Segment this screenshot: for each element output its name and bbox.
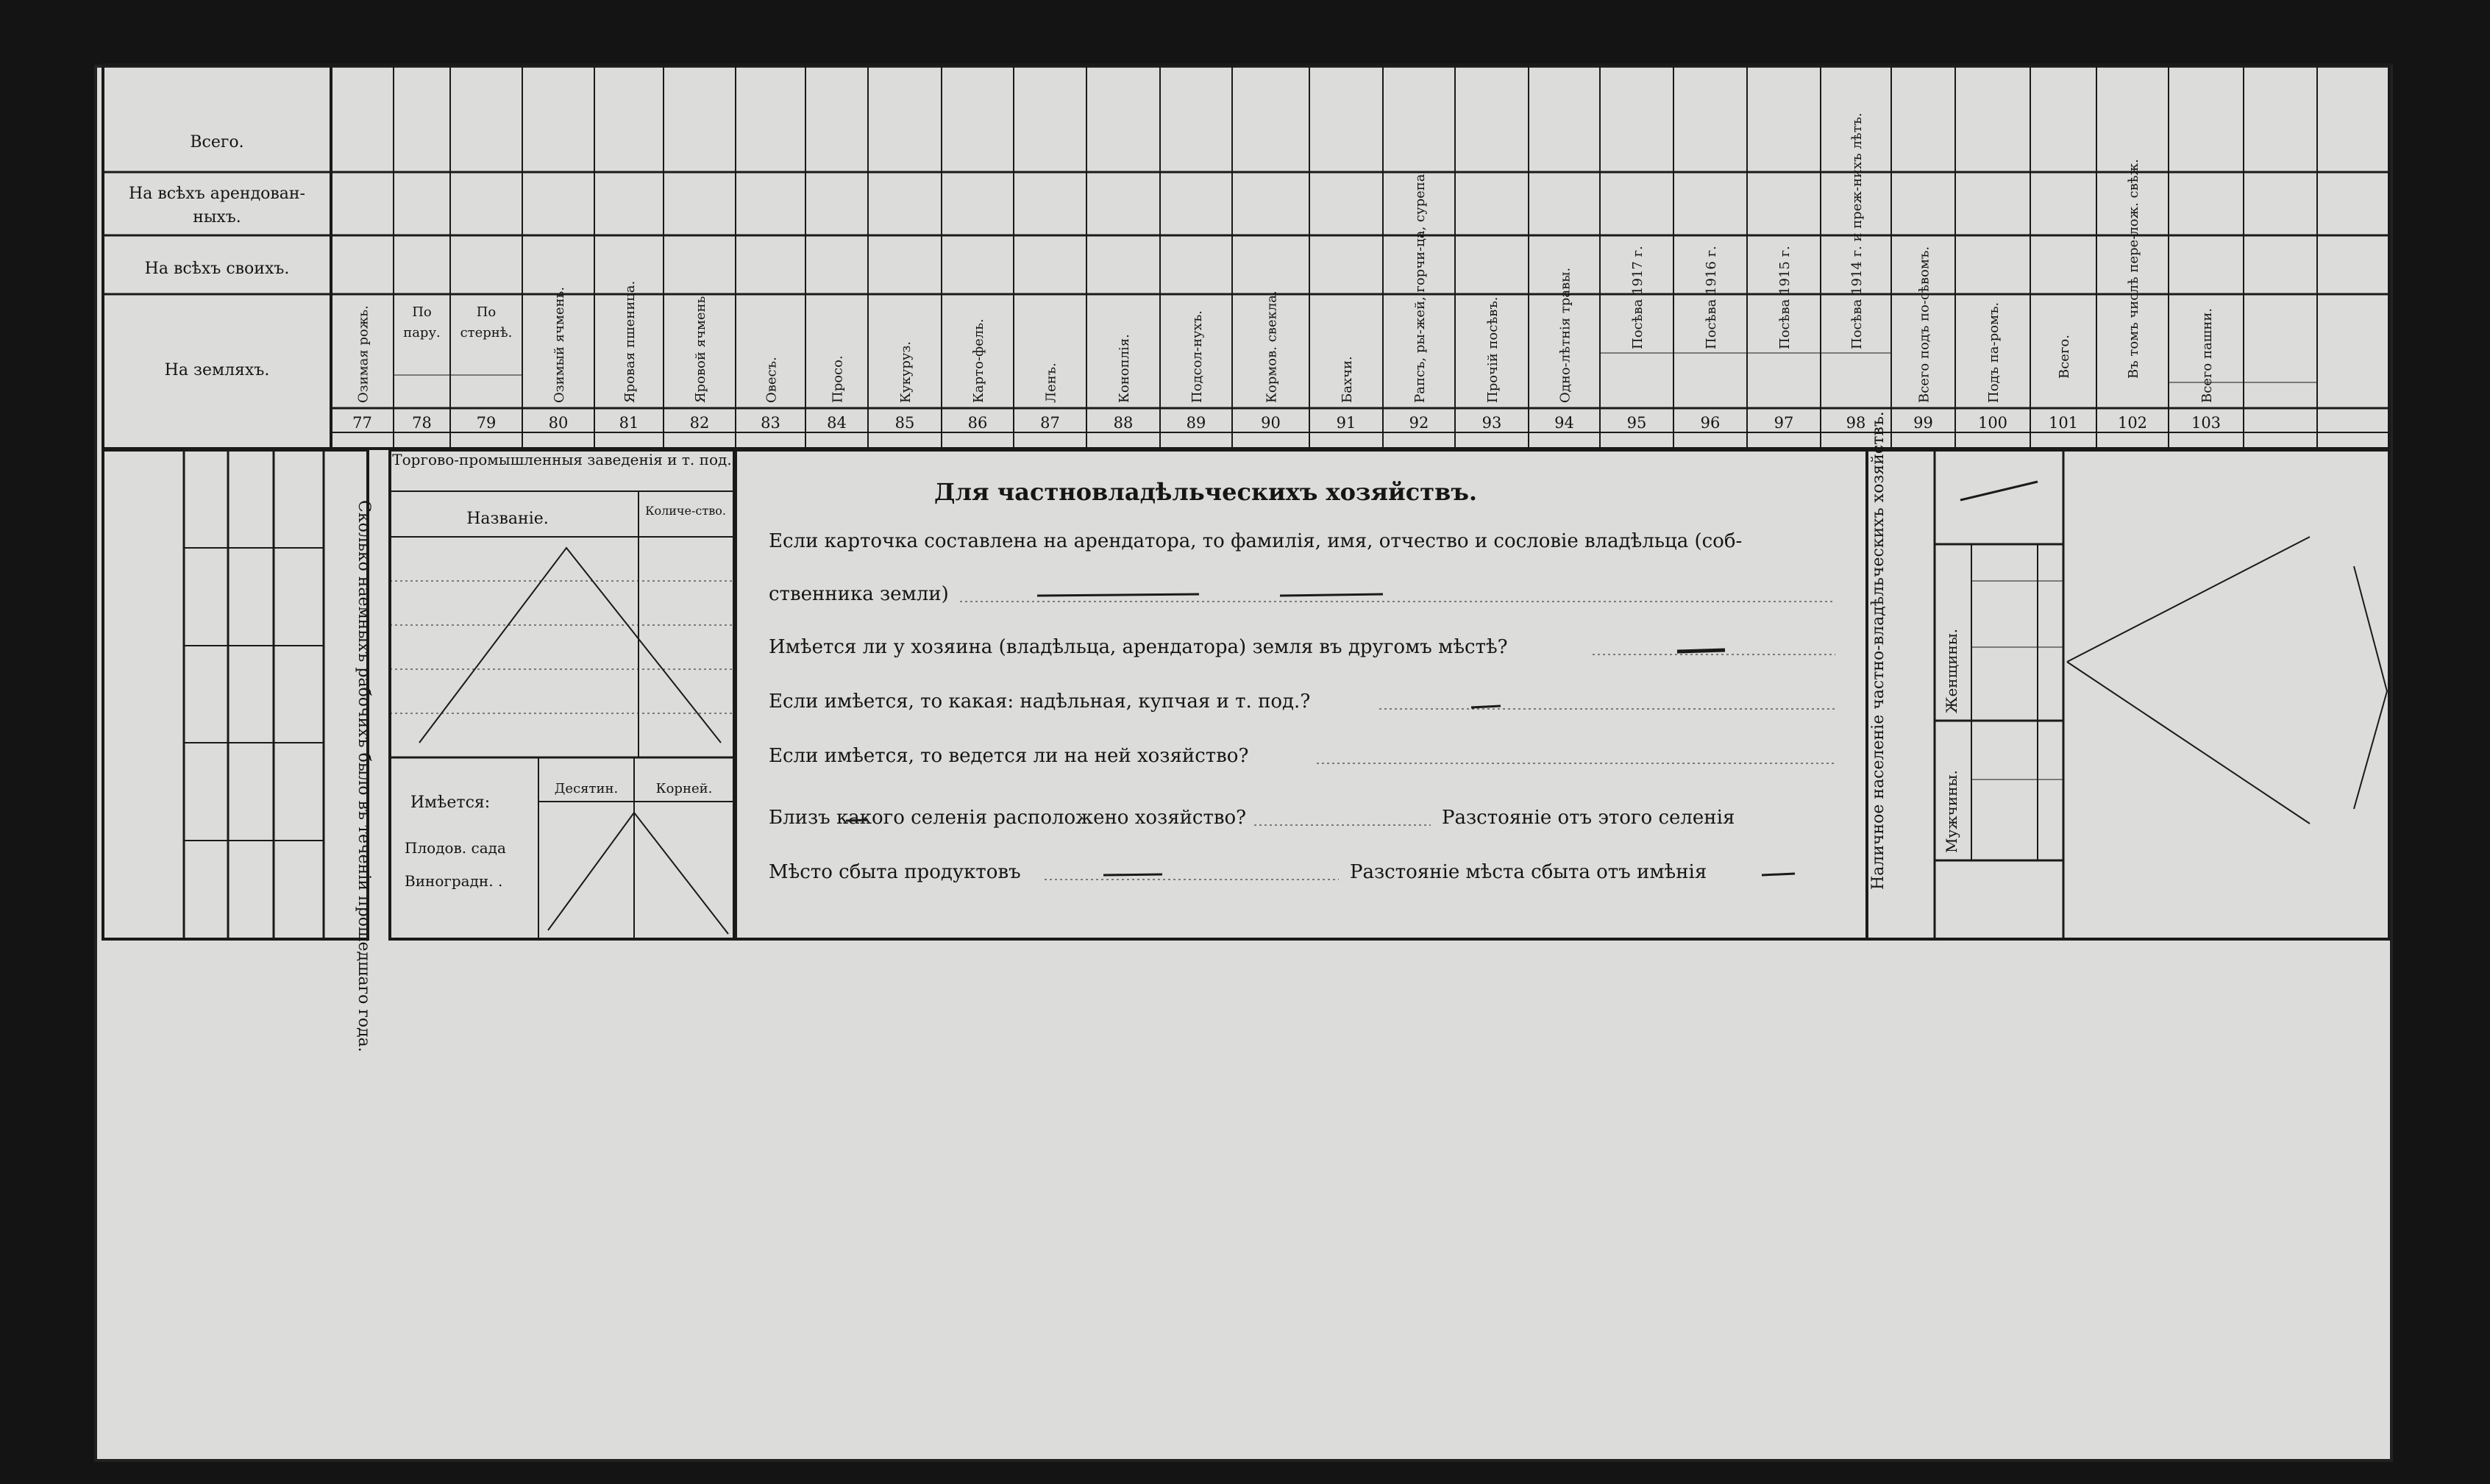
torg-title: Торгово-промышленныя заведенія и т. под. (392, 451, 732, 468)
naemnye-title: Сколько наемныхъ рабочихъ было въ теченіи прошедшаго года. (355, 500, 373, 1052)
q5b: Разстояніе отъ этого селенія (1442, 807, 1735, 829)
col-num-79: 79 (476, 414, 497, 432)
col-num-101: 101 (2048, 414, 2079, 432)
col-num-78: 78 (412, 414, 432, 432)
private-questions (736, 450, 1867, 939)
col-label-82: Яровой ячмень. (693, 291, 708, 403)
col-label-97: Посѣва 1915 г. (1777, 246, 1793, 349)
col-num-99: 99 (1913, 414, 1933, 432)
col-num-95: 95 (1626, 414, 1647, 432)
q1b: ственника земли) (769, 583, 949, 605)
q6b: Разстояніе мѣста сбыта отъ имѣнія (1350, 861, 1707, 883)
col-num-86: 86 (967, 414, 988, 432)
col-label-86: Карто-фель. (971, 318, 986, 403)
row-label-arend-2: ныхъ. (193, 208, 241, 226)
col-num-96: 96 (1700, 414, 1721, 432)
torg-name-header: Названіе. (466, 510, 549, 528)
col-num-98: 98 (1846, 414, 1866, 432)
col-num-92: 92 (1409, 414, 1429, 432)
col-label-93: Прочій посѣвъ. (1485, 296, 1501, 403)
col-label-80: Озимый ячмень. (552, 286, 567, 403)
col-label-85: Кукуруз. (898, 340, 914, 403)
col-num-88: 88 (1113, 414, 1134, 432)
col-label-102: Въ томъ числѣ пере-лож. свѣж. (2126, 159, 2141, 379)
col-label-78-1: пару. (403, 325, 441, 340)
col-label-78-0: По (412, 304, 432, 320)
col-label-91: Бахчи. (1340, 356, 1355, 403)
livestock-section (103, 450, 373, 1052)
col-label-89: Подсол-нухъ. (1189, 310, 1205, 403)
col-label-103: Всего пашни. (2199, 307, 2215, 403)
col-label-101: Всего. (2057, 335, 2072, 379)
col-num-80: 80 (548, 414, 569, 432)
col-num-87: 87 (1040, 414, 1060, 432)
torg-qty-header: Количе-ство. (645, 504, 726, 518)
col-label-87: Ленъ. (1043, 363, 1059, 403)
crop-table (103, 65, 2389, 449)
col-label-99: Всего подъ по-сѣвомъ. (1916, 246, 1932, 403)
col-num-84: 84 (827, 414, 847, 432)
q1a: Если карточка составлена на арендатора, то фамилія, имя, отчество и сословіе владѣльца (соб- (769, 530, 1743, 552)
col-num-85: 85 (894, 414, 915, 432)
col-label-100: Подъ па-ромъ. (1986, 302, 2002, 403)
vinograd-label: Виноградн. . (405, 872, 503, 890)
q5a: Близъ какого селенія расположено хозяйство? (769, 807, 1247, 829)
col-label-98: Посѣва 1914 г. и преж-нихъ лѣтъ. (1849, 113, 1865, 349)
col-label-77: Озимая рожь. (355, 305, 371, 403)
col-num-102: 102 (2117, 414, 2148, 432)
row-label-arend-1: На всѣхъ арендован- (129, 185, 305, 203)
col-num-89: 89 (1186, 414, 1206, 432)
col-label-81: Яровая пшеница. (622, 280, 638, 403)
col-label-90: Кормов. свекла. (1264, 290, 1280, 403)
col-label-79-1: стернѣ. (460, 325, 513, 340)
population-title: Наличное населеніе частно-владѣльческихъ хозяйствъ. (1869, 411, 1888, 890)
plodov-label: Плодов. сада (405, 839, 506, 857)
col-num-77: 77 (352, 414, 372, 432)
muzhchiny-label: Мужчины. (1943, 770, 1960, 853)
col-num-97: 97 (1774, 414, 1794, 432)
trade-section (390, 450, 734, 939)
col-label-96: Посѣва 1916 г. (1704, 246, 1719, 349)
row-label-svoi: На всѣхъ своихъ. (144, 260, 290, 278)
q6a: Мѣсто сбыта продуктовъ (769, 861, 1021, 883)
desyatin-header: Десятин. (554, 781, 619, 796)
q3: Если имѣется, то какая: надѣльная, купчая и т. под.? (769, 691, 1311, 713)
zhenshchiny-label: Женщины. (1943, 628, 1960, 713)
row-label-zemli: На земляхъ. (164, 361, 270, 379)
population-section (1867, 411, 2389, 939)
col-label-88: Коноплія. (1117, 334, 1132, 403)
col-num-82: 82 (689, 414, 710, 432)
col-num-91: 91 (1336, 414, 1356, 432)
row-label-vsego: Всего. (190, 133, 244, 151)
col-label-83: Овесъ. (764, 357, 780, 403)
q4: Если имѣется, то ведется ли на ней хозяйство? (769, 745, 1249, 767)
col-num-93: 93 (1481, 414, 1502, 432)
col-num-100: 100 (1977, 414, 2008, 432)
col-num-94: 94 (1554, 414, 1574, 432)
col-label-84: Просо. (830, 355, 846, 403)
imeetsya-label: Имѣется: (410, 793, 491, 812)
col-label-92: Рапсъ, ры-жей, горчи-ца, сурепа. (1412, 169, 1428, 403)
q2: Имѣется ли у хозяина (владѣльца, арендатора) земля въ другомъ мѣстѣ? (769, 636, 1508, 658)
col-num-81: 81 (619, 414, 639, 432)
col-num-90: 90 (1261, 414, 1281, 432)
col-label-79-0: По (476, 304, 497, 320)
col-num-103: 103 (2191, 414, 2222, 432)
korney-header: Корней. (655, 781, 713, 796)
col-label-94: Одно-лѣтнія травы. (1557, 267, 1573, 403)
col-num-83: 83 (761, 414, 780, 432)
private-title: Для частновладѣльческихъ хозяйствъ. (934, 478, 1477, 506)
col-label-95: Посѣва 1917 г. (1630, 246, 1646, 349)
